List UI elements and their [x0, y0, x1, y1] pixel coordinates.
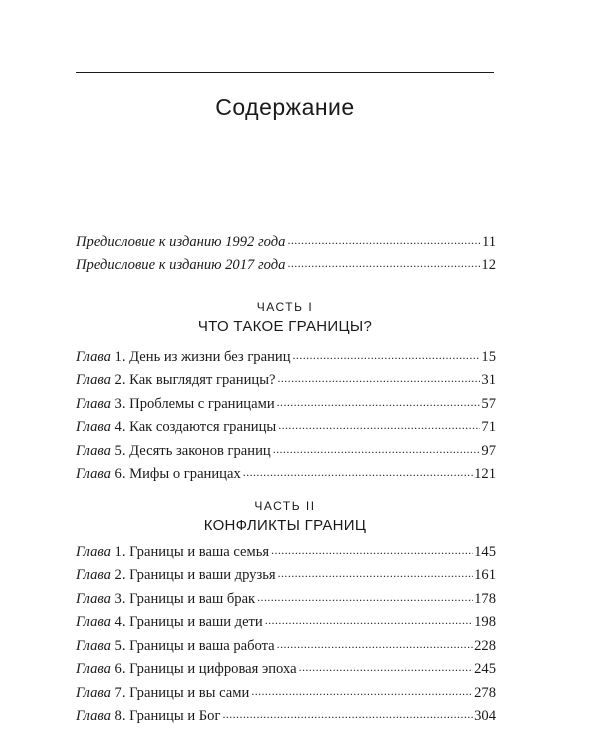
dot-leader: [271, 541, 473, 556]
toc-entry-chapter[interactable]: [76, 565, 496, 589]
part-1-chapter-list: [76, 346, 496, 487]
part-1-title: ЧТО ТАКОЕ ГРАНИЦЫ?: [197, 318, 373, 335]
chapter-word: Глава: [76, 442, 111, 459]
part-2-chapter-list: [76, 541, 496, 729]
page-number: 228: [474, 637, 496, 654]
page-number: 57: [481, 395, 496, 412]
dot-leader: [277, 393, 481, 408]
chapter-word: Глава: [76, 614, 111, 631]
toc-entry-chapter[interactable]: [76, 706, 496, 730]
page-number: 31: [481, 372, 496, 389]
chapter-word: Глава: [76, 372, 111, 389]
dot-leader: [243, 464, 473, 479]
page-number: 278: [474, 684, 496, 701]
toc-entry-chapter[interactable]: [76, 370, 496, 394]
entry-title: Глава 6. Мифы о границах: [76, 466, 241, 483]
page-number: 11: [481, 233, 496, 250]
entry-title: Глава 4. Границы и ваши дети: [76, 614, 263, 631]
dot-leader: [222, 706, 473, 721]
part-1-label: ЧАСТЬ I: [256, 300, 314, 314]
chapter-word: Глава: [76, 543, 111, 560]
dot-leader: [287, 255, 480, 270]
part-2-title: КОНФЛИКТЫ ГРАНИЦ: [203, 517, 367, 534]
chapter-word: Глава: [76, 567, 111, 584]
page-number: 304: [474, 708, 496, 725]
entry-title: Глава 5. Границы и ваша работа: [76, 637, 275, 654]
toc-entry-chapter[interactable]: [76, 541, 496, 565]
dot-leader: [265, 612, 473, 627]
page-number: 145: [474, 543, 496, 560]
dot-leader: [257, 588, 473, 603]
dot-leader: [299, 659, 474, 674]
entry-title: Глава 7. Границы и вы сами: [76, 684, 250, 701]
toc-entry-chapter[interactable]: [76, 682, 496, 706]
dot-leader: [251, 682, 473, 697]
entry-title: Глава 2. Границы и ваши друзья: [76, 567, 276, 584]
dot-leader: [293, 346, 481, 361]
entry-title: Глава 8. Границы и Бог: [76, 708, 221, 725]
dot-leader: [278, 417, 480, 432]
part-2-label: ЧАСТЬ II: [254, 499, 316, 513]
dot-leader: [277, 370, 480, 385]
toc-entry-preface-1992[interactable]: [76, 231, 496, 255]
page-number: 97: [481, 442, 496, 459]
entry-title: Глава 5. Десять законов границ: [76, 442, 271, 459]
page-number: 245: [474, 661, 496, 678]
entry-title: Глава 3. Проблемы с границами: [76, 395, 275, 412]
dot-leader: [277, 635, 473, 650]
entry-title: Глава 6. Границы и цифровая эпоха: [76, 661, 297, 678]
toc-entry-chapter[interactable]: [76, 588, 496, 612]
entry-title: Глава 1. День из жизни без границ: [76, 348, 291, 365]
page-number: 71: [481, 419, 496, 436]
toc-entry-chapter[interactable]: [76, 417, 496, 441]
toc-entry-chapter[interactable]: [76, 612, 496, 636]
chapter-word: Глава: [76, 684, 111, 701]
page-number: 121: [474, 466, 496, 483]
entry-title: Глава 1. Границы и ваша семья: [76, 543, 270, 560]
toc-entry-preface-2017[interactable]: [76, 255, 496, 279]
dot-leader: [287, 231, 480, 246]
toc-entry-chapter[interactable]: [76, 440, 496, 464]
entry-title: Предисловие к изданию 1992 года: [76, 233, 286, 250]
chapter-word: Глава: [76, 637, 111, 654]
dot-leader: [273, 440, 481, 455]
toc-entry-chapter[interactable]: [76, 393, 496, 417]
toc-entry-chapter[interactable]: [76, 635, 496, 659]
page-title: Содержание: [215, 94, 355, 120]
page-number: 161: [474, 567, 496, 584]
top-rule: [76, 72, 494, 73]
dot-leader: [278, 565, 473, 580]
page-number: 178: [474, 590, 496, 607]
page-number: 12: [481, 257, 496, 274]
chapter-word: Глава: [76, 466, 111, 483]
chapter-word: Глава: [76, 419, 111, 436]
chapter-word: Глава: [76, 708, 111, 725]
entry-title: Глава 2. Как выглядят границы?: [76, 372, 276, 389]
chapter-word: Глава: [76, 348, 111, 365]
toc-entry-chapter[interactable]: [76, 464, 496, 488]
page-number: 15: [481, 348, 496, 365]
entry-title: Глава 4. Как создаются границы: [76, 419, 277, 436]
chapter-word: Глава: [76, 590, 111, 607]
entry-title: Предисловие к изданию 2017 года: [76, 257, 286, 274]
entry-title: Глава 3. Границы и ваш брак: [76, 590, 256, 607]
chapter-word: Глава: [76, 661, 111, 678]
preface-list: [76, 231, 496, 278]
toc-entry-chapter[interactable]: [76, 346, 496, 370]
page-number: 198: [474, 614, 496, 631]
chapter-word: Глава: [76, 395, 111, 412]
toc-entry-chapter[interactable]: [76, 659, 496, 683]
